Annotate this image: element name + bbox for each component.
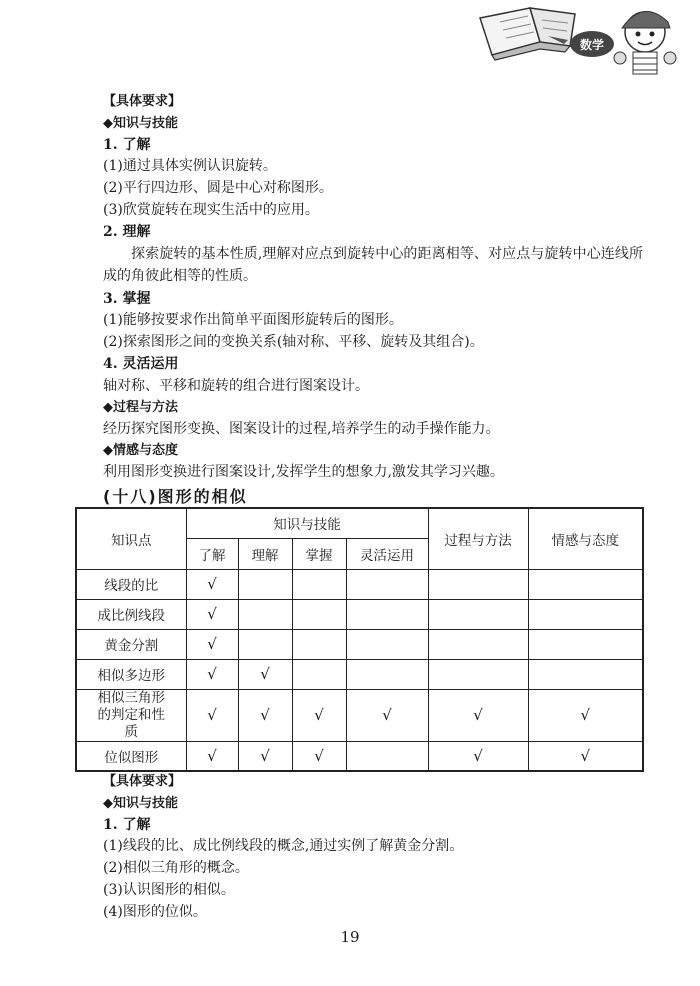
check-mark [292,629,346,659]
list-item: (3)欣赏旋转在现实生活中的应用。 [103,202,319,218]
apply-heading: 4. 灵活运用 [103,356,179,372]
row-label: 相似多边形 [76,659,186,689]
check-mark [346,569,428,599]
check-mark: √ [428,689,528,741]
check-mark: √ [238,659,292,689]
table-row [76,599,643,629]
check-mark [238,599,292,629]
knowledge-skills-heading: ◆知识与技能 [103,796,178,811]
check-mark [238,629,292,659]
attitude-text: 利用图形变换进行图案设计,发挥学生的想象力,激发其学习兴趣。 [103,464,504,480]
check-mark: √ [186,569,238,599]
list-item: (3)认识图形的相似。 [103,882,235,898]
check-mark [428,629,528,659]
header-process-method: 过程与方法 [428,508,528,569]
master-heading: 3. 掌握 [103,291,151,307]
check-mark: √ [186,659,238,689]
header-level: 掌握 [292,538,346,569]
table-row [76,629,643,659]
header-knowledge-skills: 知识与技能 [186,508,428,538]
row-label: 线段的比 [76,569,186,599]
understand-heading: 1. 了解 [103,137,151,153]
cartoon-boy-icon [614,11,676,74]
requirements-heading: 【具体要求】 [103,94,182,109]
check-mark: √ [528,741,643,771]
header-level: 理解 [238,538,292,569]
header-level: 了解 [186,538,238,569]
header-emotion-attitude: 情感与态度 [528,508,643,569]
table-row [76,569,643,599]
list-item: (1)能够按要求作出简单平面图形旋转后的图形。 [103,312,403,328]
table-row [76,741,643,771]
check-mark: √ [186,629,238,659]
process-method-heading: ◆过程与方法 [103,400,178,415]
list-item: (2)探索图形之间的变换关系(轴对称、平移、旋转及其组合)。 [103,334,484,350]
row-label: 成比例线段 [76,599,186,629]
check-mark: √ [186,689,238,741]
check-mark: √ [186,741,238,771]
check-mark: √ [292,741,346,771]
check-mark [346,659,428,689]
check-mark [428,569,528,599]
check-mark [346,741,428,771]
check-mark [292,569,346,599]
table-row [76,659,643,689]
subject-label: 数学 [579,38,605,52]
check-mark [528,629,643,659]
table-title: (十八)图形的相似 [103,487,248,506]
row-label: 相似三角形的判定和性质 [76,689,186,741]
subject-badge [570,31,614,57]
requirements-heading: 【具体要求】 [103,774,182,789]
table-row [76,689,643,741]
apply-text: 轴对称、平移和旋转的组合进行图案设计。 [103,378,369,394]
emotion-attitude-heading: ◆情感与态度 [103,443,178,458]
check-mark: √ [238,741,292,771]
check-mark [346,599,428,629]
page-number: 19 [340,928,360,946]
check-mark [292,659,346,689]
check-mark [428,659,528,689]
check-mark [428,599,528,629]
check-mark: √ [292,689,346,741]
row-label: 黄金分割 [76,629,186,659]
check-mark [528,569,643,599]
list-item: (4)图形的位似。 [103,904,207,920]
list-item: (2)相似三角形的概念。 [103,860,249,876]
knowledge-table [75,507,644,772]
comprehend-paragraph: 探索旋转的基本性质,理解对应点到旋转中心的距离相等、对应点与旋转中心连线所成的角彼此相等的性质。 [103,246,643,284]
check-mark: √ [428,741,528,771]
comprehend-heading: 2. 理解 [103,224,151,240]
check-mark: √ [528,689,643,741]
check-mark [528,599,643,629]
knowledge-skills-heading: ◆知识与技能 [103,116,178,131]
check-mark [528,659,643,689]
check-mark: √ [186,599,238,629]
header-knowledge-point: 知识点 [76,508,186,569]
book-icon [480,8,575,60]
header-level: 灵活运用 [346,538,428,569]
list-item: (1)通过具体实例认识旋转。 [103,158,277,174]
check-mark [292,599,346,629]
check-mark: √ [346,689,428,741]
understand-heading: 1. 了解 [103,817,151,833]
list-item: (1)线段的比、成比例线段的概念,通过实例了解黄金分割。 [103,838,464,854]
header-decoration [470,0,700,80]
check-mark: √ [238,689,292,741]
check-mark [238,569,292,599]
list-item: (2)平行四边形、圆是中心对称图形。 [103,180,333,196]
check-mark [346,629,428,659]
process-text: 经历探究图形变换、图案设计的过程,培养学生的动手操作能力。 [103,421,500,437]
row-label: 位似图形 [76,741,186,771]
